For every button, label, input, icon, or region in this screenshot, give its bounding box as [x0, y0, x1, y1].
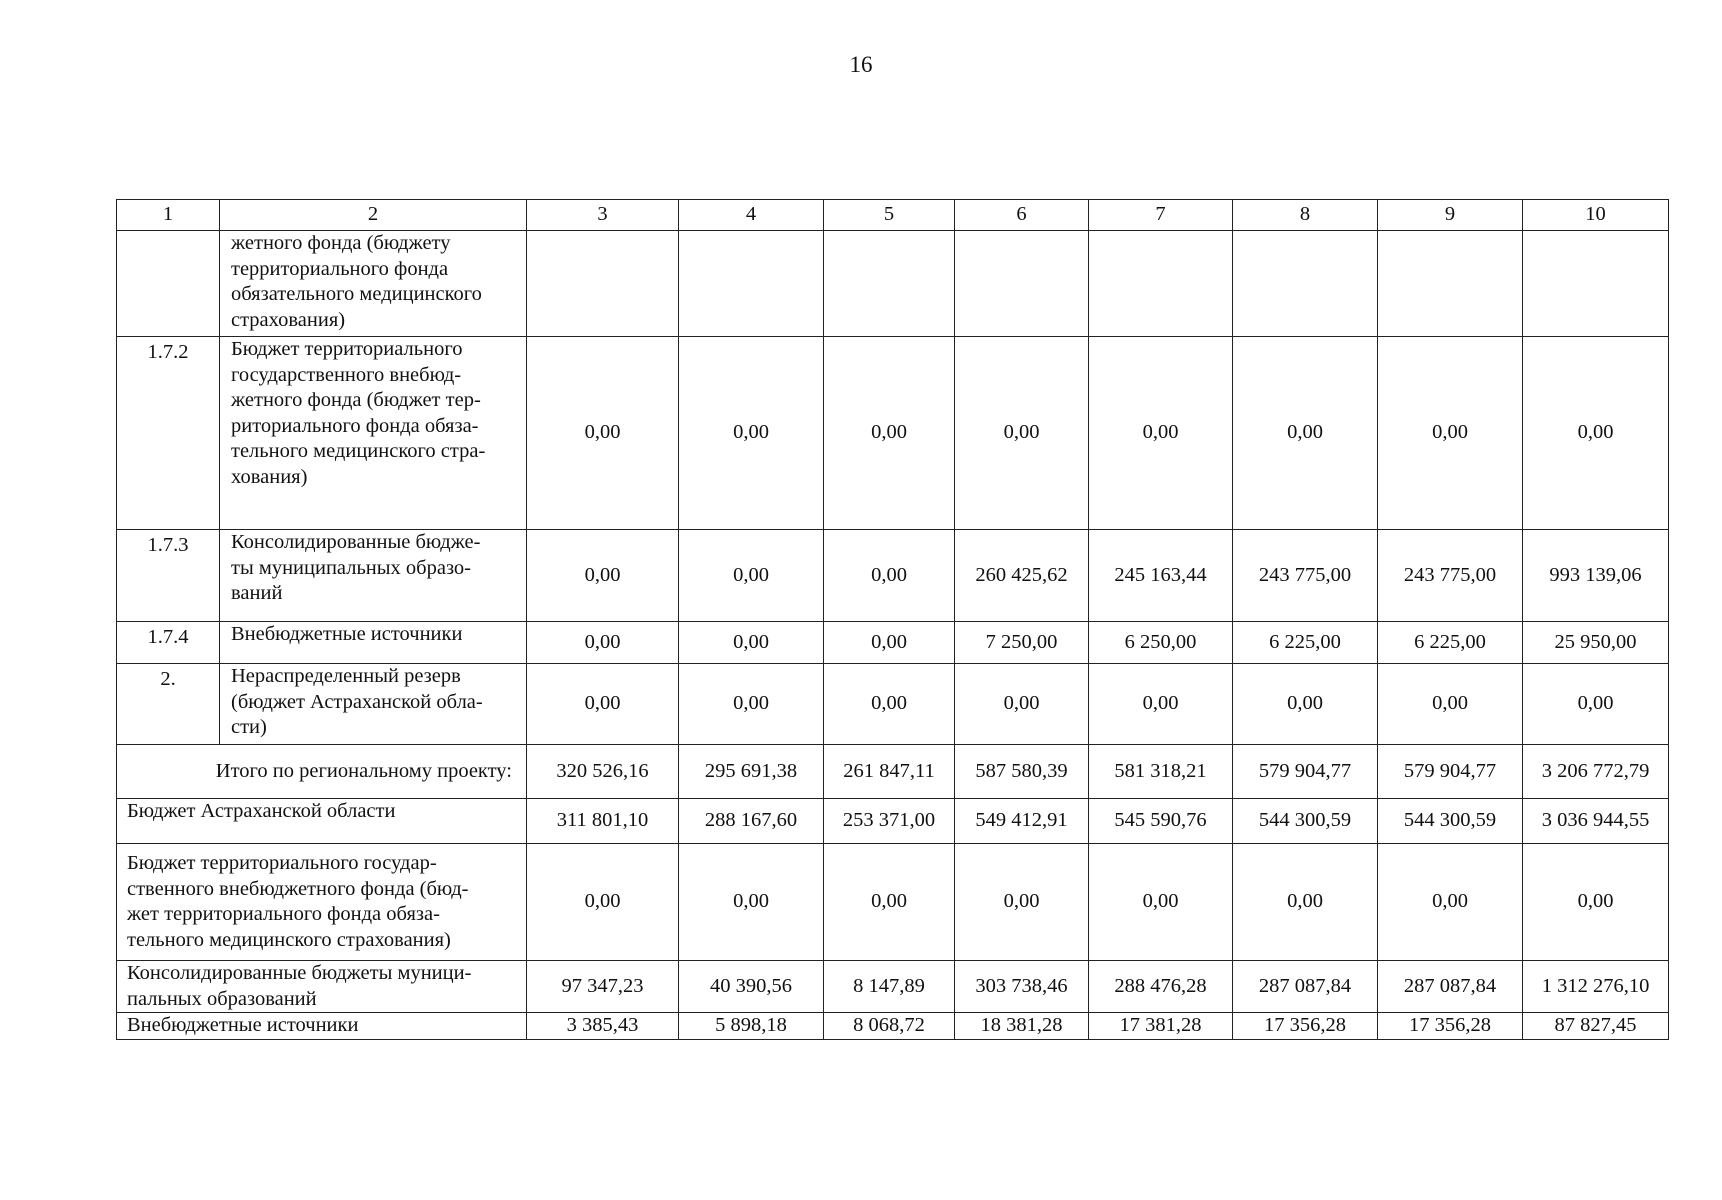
value-cell: 0,00	[679, 337, 824, 530]
summary-value-cell: 288 476,28	[1089, 961, 1233, 1013]
total-label: Итого по региональному проекту:	[117, 745, 527, 799]
row-name-line: ты муниципальных образо-	[231, 556, 471, 579]
row-name-line: Бюджет территориального	[231, 338, 463, 360]
summary-value-cell: 549 412,91	[955, 799, 1089, 844]
value-cell: 0,00	[824, 337, 955, 530]
row-name	[220, 337, 527, 530]
summary-label	[117, 799, 527, 844]
value-cell	[1089, 231, 1233, 337]
summary-label-line: ственного внебюджетного фонда (бюд-	[127, 877, 469, 900]
summary-label	[117, 1013, 527, 1040]
header-cell: 3	[527, 200, 679, 231]
table-row	[117, 622, 1669, 664]
header-cell: 10	[1523, 200, 1669, 231]
value-cell	[1523, 231, 1669, 337]
row-name	[220, 231, 527, 337]
summary-value-cell: 287 087,84	[1378, 961, 1523, 1013]
row-name-line: территориального фонда	[231, 257, 449, 280]
value-cell	[527, 231, 679, 337]
row-name-line: Внебюджетные источники	[231, 623, 463, 645]
table-row	[117, 231, 1669, 337]
value-cell: 260 425,62	[955, 530, 1089, 622]
header-cell: 8	[1233, 200, 1378, 231]
summary-value-cell: 0,00	[527, 844, 679, 961]
value-cell: 0,00	[1523, 337, 1669, 530]
summary-value-cell: 303 738,46	[955, 961, 1089, 1013]
header-cell: 6	[955, 200, 1089, 231]
value-cell: 0,00	[679, 664, 824, 745]
value-cell: 6 225,00	[1233, 622, 1378, 664]
summary-value-cell: 17 356,28	[1378, 1013, 1523, 1040]
row-name-line: хования)	[231, 465, 308, 488]
value-cell: 0,00	[824, 622, 955, 664]
total-value-cell: 587 580,39	[955, 745, 1089, 799]
value-cell: 0,00	[1233, 664, 1378, 745]
value-cell: 0,00	[1378, 337, 1523, 530]
summary-label-line: пальных образований	[127, 987, 317, 1010]
summary-value-cell: 0,00	[1233, 844, 1378, 961]
total-value-cell: 261 847,11	[824, 745, 955, 799]
value-cell: 0,00	[679, 622, 824, 664]
value-cell: 243 775,00	[1233, 530, 1378, 622]
summary-label-line: Консолидированные бюджеты муници-	[127, 962, 472, 984]
table-header-row	[117, 200, 1669, 231]
table-row	[117, 530, 1669, 622]
total-value-cell: 295 691,38	[679, 745, 824, 799]
value-cell: 6 225,00	[1378, 622, 1523, 664]
summary-value-cell: 87 827,45	[1523, 1013, 1669, 1040]
value-cell: 0,00	[1089, 337, 1233, 530]
summary-value-cell: 1 312 276,10	[1523, 961, 1669, 1013]
row-name	[220, 530, 527, 622]
header-cell: 2	[220, 200, 527, 231]
header-cell: 4	[679, 200, 824, 231]
value-cell: 993 139,06	[1523, 530, 1669, 622]
summary-row	[117, 844, 1669, 961]
value-cell: 0,00	[1089, 664, 1233, 745]
summary-value-cell: 544 300,59	[1378, 799, 1523, 844]
summary-value-cell: 8 068,72	[824, 1013, 955, 1040]
summary-label	[117, 961, 527, 1013]
header-cell: 1	[117, 200, 220, 231]
value-cell	[1378, 231, 1523, 337]
row-code: 1.7.4	[117, 622, 220, 664]
value-cell: 0,00	[679, 530, 824, 622]
total-value-cell: 3 206 772,79	[1523, 745, 1669, 799]
value-cell: 7 250,00	[955, 622, 1089, 664]
value-cell: 0,00	[527, 337, 679, 530]
header-cell: 5	[824, 200, 955, 231]
page-number: 16	[849, 52, 873, 77]
row-name-line: Нераспределенный резерв	[231, 665, 461, 687]
row-name-line: риториального фонда обяза-	[231, 414, 479, 437]
row-name	[220, 622, 527, 664]
summary-row	[117, 799, 1669, 844]
summary-value-cell: 3 036 944,55	[1523, 799, 1669, 844]
summary-value-cell: 311 801,10	[527, 799, 679, 844]
row-name-line: тельного медицинского стра-	[231, 440, 486, 462]
summary-value-cell: 17 381,28	[1089, 1013, 1233, 1040]
row-name-line: обязательного медицинского	[231, 283, 482, 305]
value-cell: 0,00	[527, 530, 679, 622]
row-name-line: сти)	[231, 716, 267, 738]
value-cell: 0,00	[955, 664, 1089, 745]
total-value-cell: 579 904,77	[1233, 745, 1378, 799]
summary-label-line: Внебюджетные источники	[127, 1014, 359, 1036]
summary-value-cell: 253 371,00	[824, 799, 955, 844]
row-code: 1.7.3	[117, 530, 220, 622]
summary-value-cell: 5 898,18	[679, 1013, 824, 1040]
value-cell: 0,00	[1378, 664, 1523, 745]
value-cell: 0,00	[1233, 337, 1378, 530]
summary-label-line: жет территориального фонда обяза-	[127, 903, 440, 925]
summary-label-line: Бюджет территориального государ-	[127, 852, 437, 874]
total-value-cell: 320 526,16	[527, 745, 679, 799]
value-cell	[1233, 231, 1378, 337]
row-code: 2.	[117, 664, 220, 745]
row-name-line: ваний	[231, 582, 283, 604]
value-cell: 0,00	[527, 622, 679, 664]
table-row	[117, 337, 1669, 530]
table-row	[117, 664, 1669, 745]
summary-value-cell: 287 087,84	[1233, 961, 1378, 1013]
row-name-line: жетного фонда (бюджет тер-	[231, 389, 481, 411]
value-cell: 25 950,00	[1523, 622, 1669, 664]
summary-row	[117, 1013, 1669, 1040]
value-cell: 0,00	[824, 530, 955, 622]
summary-value-cell: 8 147,89	[824, 961, 955, 1013]
summary-value-cell: 97 347,23	[527, 961, 679, 1013]
value-cell: 0,00	[955, 337, 1089, 530]
row-name-line: государственного внебюд-	[231, 363, 462, 386]
header-cell: 7	[1089, 200, 1233, 231]
summary-value-cell: 18 381,28	[955, 1013, 1089, 1040]
summary-label	[117, 844, 527, 961]
value-cell	[955, 231, 1089, 337]
value-cell: 245 163,44	[1089, 530, 1233, 622]
summary-value-cell: 0,00	[1523, 844, 1669, 961]
total-value-cell: 579 904,77	[1378, 745, 1523, 799]
row-code: 1.7.2	[117, 337, 220, 530]
summary-value-cell: 0,00	[824, 844, 955, 961]
value-cell: 6 250,00	[1089, 622, 1233, 664]
budget-table	[116, 199, 1669, 1040]
value-cell	[824, 231, 955, 337]
row-name-line: страхования)	[231, 308, 346, 331]
value-cell: 0,00	[1523, 664, 1669, 745]
value-cell: 0,00	[527, 664, 679, 745]
summary-value-cell: 3 385,43	[527, 1013, 679, 1040]
summary-value-cell: 0,00	[1378, 844, 1523, 961]
summary-value-cell: 544 300,59	[1233, 799, 1378, 844]
summary-value-cell: 40 390,56	[679, 961, 824, 1013]
row-name-line: Консолидированные бюдже-	[231, 531, 481, 553]
row-code	[117, 231, 220, 337]
summary-value-cell: 0,00	[679, 844, 824, 961]
header-cell: 9	[1378, 200, 1523, 231]
row-name-line: жетного фонда (бюджету	[231, 232, 451, 254]
summary-value-cell: 0,00	[1089, 844, 1233, 961]
summary-label-line: Бюджет Астраханской области	[127, 800, 396, 822]
summary-value-cell: 288 167,60	[679, 799, 824, 844]
value-cell: 0,00	[824, 664, 955, 745]
value-cell	[679, 231, 824, 337]
summary-label-line: тельного медицинского страхования)	[127, 928, 451, 951]
value-cell: 243 775,00	[1378, 530, 1523, 622]
summary-value-cell: 17 356,28	[1233, 1013, 1378, 1040]
row-name	[220, 664, 527, 745]
summary-row	[117, 961, 1669, 1013]
summary-value-cell: 545 590,76	[1089, 799, 1233, 844]
row-name-line: (бюджет Астраханской обла-	[231, 690, 483, 713]
total-value-cell: 581 318,21	[1089, 745, 1233, 799]
total-row	[117, 745, 1669, 799]
summary-value-cell: 0,00	[955, 844, 1089, 961]
